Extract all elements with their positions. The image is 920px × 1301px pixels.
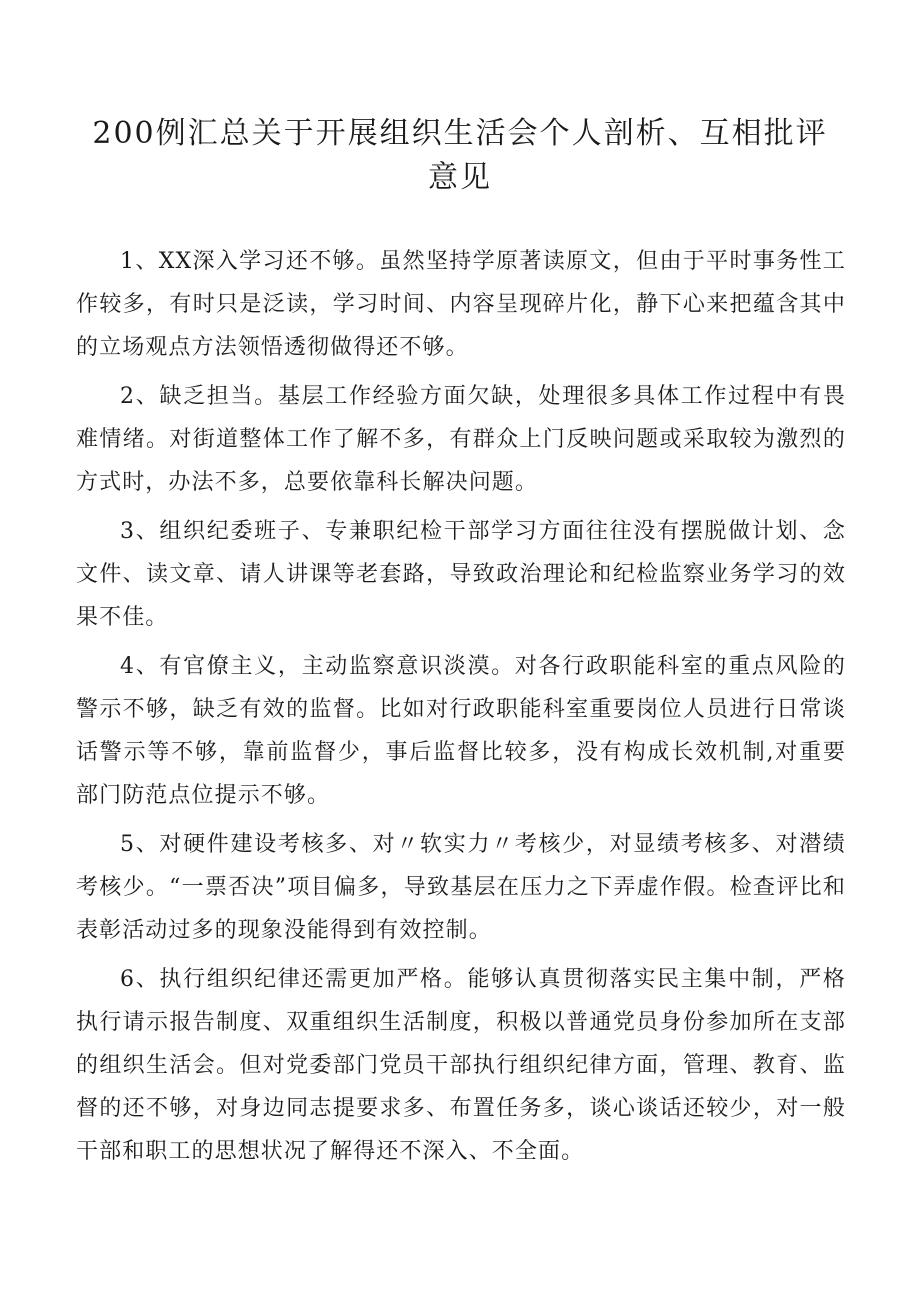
document-body — [76, 240, 846, 1179]
paragraph-5: 5、对硬件建设考核多、对〃软实力〃考核少，对显绩考核多、对潜绩考核少。“一票否决”项目偏多，导致基层在压力之下弄虚作假。检查评比和表彰活动过多的现象没能得到有效控制。 — [76, 832, 846, 943]
paragraph-4: 4、有官僚主义，主动监察意识淡漠。对各行政职能科室的重点风险的警示不够，缺乏有效的监督。比如对行政职能科室重要岗位人员进行日常谈话警示等不够，靠前监督少，事后监督比较多，没有构成长效机制,对重要部门防范点位提示不够。 — [76, 654, 846, 808]
paragraph-1: 1、XX深入学习还不够。虽然坚持学原著读原文，但由于平时事务性工作较多，有时只是泛读，学习时间、内容呈现碎片化，静下心来把蕴含其中的立场观点方法领悟透彻做得还不够。 — [76, 249, 846, 360]
paragraph-3: 3、组织纪委班子、专兼职纪检干部学习方面往往没有摆脱做计划、念文件、读文章、请人讲课等老套路，导致政治理论和纪检监察业务学习的效果不佳。 — [76, 519, 846, 630]
paragraph-2: 2、缺乏担当。基层工作经验方面欠缺，处理很多具体工作过程中有畏难情绪。对街道整体工作了解不多，有群众上门反映问题或采取较为激烈的方式时，办法不多，总要依靠科长解决问题。 — [76, 384, 846, 495]
document-title: 200例汇总关于开展组织生活会个人剖析、互相批评意见 — [92, 116, 828, 195]
paragraph-6: 6、执行组织纪律还需更加严格。能够认真贯彻落实民主集中制，严格执行请示报告制度、双重组织生活制度，积极以普通党员身份参加所在支部的组织生活会。但对党委部门党员干部执行组织纪律方面，管理、教育、监督的还不够，对身边同志提要求多、布置任务多，谈心谈话还较少，对一般干部和职工的思想状况了解得还不深入、不全面。 — [76, 967, 846, 1164]
